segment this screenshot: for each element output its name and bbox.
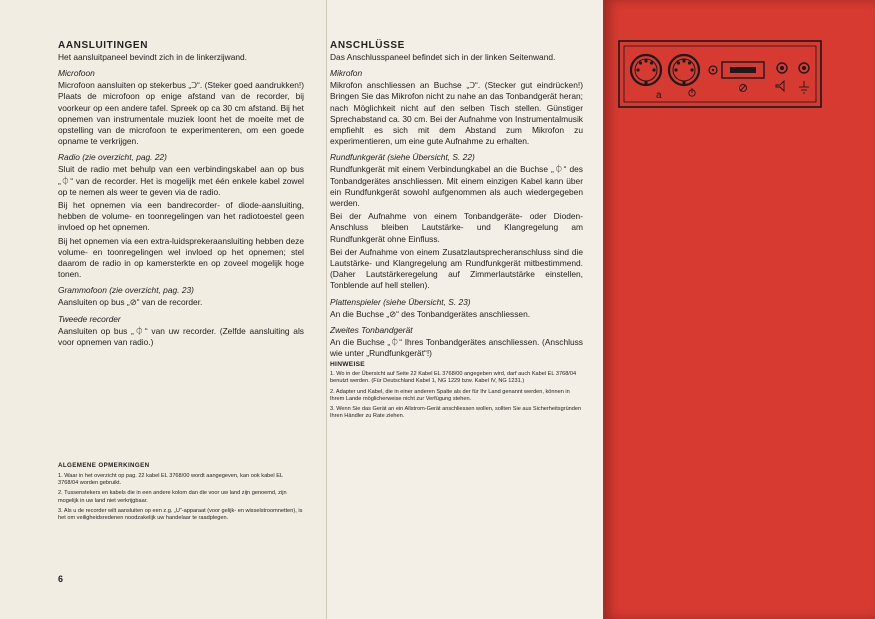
record-player-socket-icon (722, 62, 764, 92)
right-paragraph: Mikrofon anschliessen an Buchse „Ↄ“. (Stecker gut eindrücken!) Bringen Sie das Mikrofon nicht zu nahe an das Tonbandgerät heran; nach Möglichkeit nicht auf den selben Tisch stellen. Günstiger Sprechabstand ca. 30 cm. Bei der Aufnahme von Instrumentalmusik empfiehlt es sich mit dem Abstand zum Mikrofon zu experimentieren, um eine gute Aufnahme zu erhalten. (330, 80, 583, 147)
right-paragraph: An die Buchse „⊘“ des Tonbandgerätes anschliessen. (330, 308, 531, 319)
microphone-socket-icon (709, 66, 717, 74)
left-page (0, 0, 327, 619)
speaker-socket-icon (776, 63, 787, 91)
left-paragraph: Bij het opnemen via een extra-luidsprekeraansluiting hebben deze volume- en toonregelingen wel invloed op het opnemen; stel daarom de radio in op kamersterkte en op zoveel mogelijk hoge tonen. (58, 235, 304, 280)
right-intro: Das Anschlusspaneel befindet sich in der linken Seitenwand. (330, 52, 556, 62)
panel-inner-outline (624, 46, 816, 102)
hinweise-title: HINWEISE (330, 361, 366, 369)
left-section-heading: Tweede recorder (58, 313, 121, 324)
right-paragraph: Bei der Aufnahme von einem Tonbandgeräte- oder Dioden-Anschluss bleiben Lautstärke- und Klangregelung am Rundfunkgerät ohne Einfluss. (330, 211, 583, 244)
left-paragraph: Microfoon aansluiten op stekerbus „Ↄ“. (Steker goed aandrukken!) Plaats de microfoon op enige afstand van de recorder, bij voorkeur op een andere tafel. Spreek op ca 30 cm afstand. Bij het opnemen van instrumentale muziek loont het de moeite met de opstelling van de microfoon te experimenteren, om een goede opname te verkrijgen. (58, 80, 304, 147)
general-note: 3. Als u de recorder wilt aansluiten op een z.g. „U“-apparaat (voor gelijk- en wisselstroomnetten), is het om veiligheidsredenen noodzakelijk uw handelaar te raadplegen. (58, 507, 303, 522)
right-section-heading: Plattenspieler (siehe Übersicht, S. 23) (330, 296, 471, 307)
left-section-heading: Microfoon (58, 68, 95, 79)
din-socket-1-icon (631, 55, 661, 85)
hinweis-note: 2. Adapter und Kabel, die in einer anderen Spalte als der für Ihr Land genannt werden, können in Ihrem Lande möglicherweise nicht zur Verfügung stehen. (330, 388, 570, 402)
right-paragraph: Bei der Aufnahme von einem Zusatzlautsprecheranschluss sind die Lautstärke- und Klangregelung am Rundfunkgerät mitbestimmend. (Daher Lautstärkeregelung auf Zimmerlautstärke einstellen, Tonblende auf hell stellen). (330, 246, 583, 291)
right-section-heading: Zweites Tonbandgerät (330, 324, 413, 335)
left-section-heading: Radio (zie overzicht, pag. 22) (58, 152, 167, 163)
right-section-heading: Rundfunkgerät (siehe Übersicht, S. 22) (330, 152, 475, 163)
general-notes-title: ALGEMENE OPMERKINGEN (58, 462, 150, 469)
left-title: AANSLUITINGEN (58, 40, 149, 51)
left-paragraph: Aansluiten op bus „⏀“ van uw recorder. (Zelfde aansluiting als voor opnemen van radio.) (58, 325, 304, 347)
din-socket-2-icon (669, 55, 699, 85)
radio-socket-icon (689, 88, 695, 96)
general-notes (58, 462, 303, 525)
connector-panel-diagram (618, 40, 822, 108)
hinweis-note: 3. Wenn Sie das Gerät an ein Allstrom-Gerät anschliessen wollen, sollten Sie aus Sicherheitsgründen Ihren Händler zu Rate ziehen. (330, 406, 582, 420)
ground-socket-icon (799, 63, 809, 93)
panel-outline (619, 41, 821, 107)
left-section-heading: Grammofoon (zie overzicht, pag. 23) (58, 285, 194, 296)
left-paragraph: Aansluiten op bus „⊘“ van de recorder. (58, 297, 203, 308)
left-paragraph: Bij het opnemen via een bandrecorder- of diode-aansluiting, hebben de volume- en toonregelingen van het radiotoestel geen invloed op het opnemen. (58, 200, 304, 233)
right-page (327, 0, 603, 619)
hinweis-note: 1. Wo in der Übersicht auf Seite 22 Kabel EL 3768/00 angegeben wird, darf auch Kabel EL 3768/04 benutzt werden. (Für Deutschland Kabel 1, NG 1229 bzw. Kabel IV, NG 1231.) (330, 371, 577, 385)
general-note: 2. Tussenstekers en kabels die in een andere kolom dan die voor uw land zijn genoemd, zijn mogelijk in uw land niet verkrijgbaar. (58, 490, 287, 504)
right-paragraph: An die Buchse „⏀“ Ihres Tonbandgerätes anschliessen. (Anschluss wie unter „Rundfunkgerät“!) (330, 336, 583, 359)
red-cover-page (603, 0, 875, 619)
right-title: ANSCHLÜSSE (330, 40, 405, 51)
page-number: 6 (58, 574, 64, 584)
general-note: 1. Waar in het overzicht op pag. 22 kabel EL 3768/00 wordt aangegeven, kan ook kabel EL 3768/04 worden gebruikt. (58, 473, 283, 487)
left-paragraph: Sluit de radio met behulp van een verbindingskabel aan op bus „⏀“ van de recorder. Het is mogelijk met één enkele kabel zowel op te nemen als weer te geven via de radio. (58, 164, 304, 197)
left-intro: Het aansluitpaneel bevindt zich in de linkerzijwand. (58, 52, 248, 62)
right-paragraph: Rundfunkgerät mit einem Verbindungkabel an die Buchse „⏀“ des Tonbandgerätes anschliessen. Mit einem einzigen Kabel kann über ein Rundfunkgerät sowohl aufgenommen als auch wiedergegeben werden. (330, 164, 583, 209)
right-section-heading: Mikrofon (330, 68, 363, 79)
panel-letter-label: a (656, 90, 662, 101)
